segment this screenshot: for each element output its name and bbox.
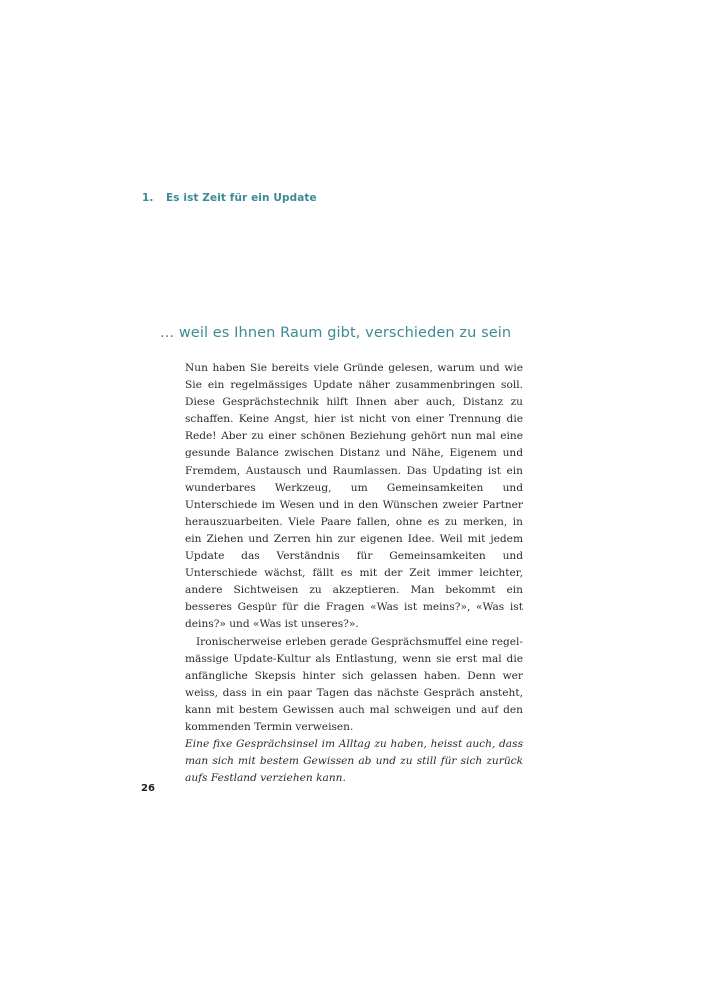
paragraph: Nun haben Sie bereits viele Gründe gelesen, warum und wie Sie ein regelmässiges Update näher zusammenbringen soll. Diese Gesprächstechnik hilft Ihnen aber auch, Distanz zu schaffen. Keine Angst, hier ist nicht von einer Trennung die Rede! Aber zu einer schönen Beziehung gehört nun mal eine gesunde Balance zwischen Distanz und Nähe, Eigenem und Fremdem, Austausch und Raumlassen. Das Updating ist ein wunderbares Werkzeug, um Gemeinsamkeiten und Unterschiede im Wesen und in den Wünschen zweier Partner herauszuarbeiten. Viele Paare fallen, ohne es zu merken, in ein Ziehen und Zerren hin zur eigenen Idee. Weil mit jedem Update das Verständnis für Gemeinsamkeiten und Unterschiede wächst, fällt es mit der Zeit immer leichter, andere Sichtweisen zu akzeptieren. Man bekommt ein besseres Gespür für die Fragen «Was ist meins?», «Was ist deins?» und «Was ist unseres?». <box>185 362 523 631</box>
body-text <box>185 360 523 787</box>
chapter-title: Es ist Zeit für ein Update <box>166 192 317 204</box>
paragraph: Ironischerweise erleben gerade Gesprächsmuffel eine regelmässige Update-Kultur als Entlastung, wenn sie erst mal die anfängliche Skepsis hinter sich gelassen haben. Denn wer weiss, dass in ein paar Tagen das nächste Gespräch ansteht, kann mit bestem Gewissen auch mal schweigen und auf den kommenden Termin verweisen. <box>185 635 523 733</box>
section-heading: ... weil es Ihnen Raum gibt, verschieden zu sein <box>160 325 512 341</box>
chapter-number: 1. <box>142 192 154 204</box>
page-number: 26 <box>141 783 155 794</box>
closing-italic-paragraph: Eine fixe Gesprächsinsel im Alltag zu haben, heisst auch, dass man sich mit bestem Gewissen ab und zu still für sich zurück aufs Festland verziehen kann. <box>185 738 523 785</box>
running-head <box>142 192 317 204</box>
